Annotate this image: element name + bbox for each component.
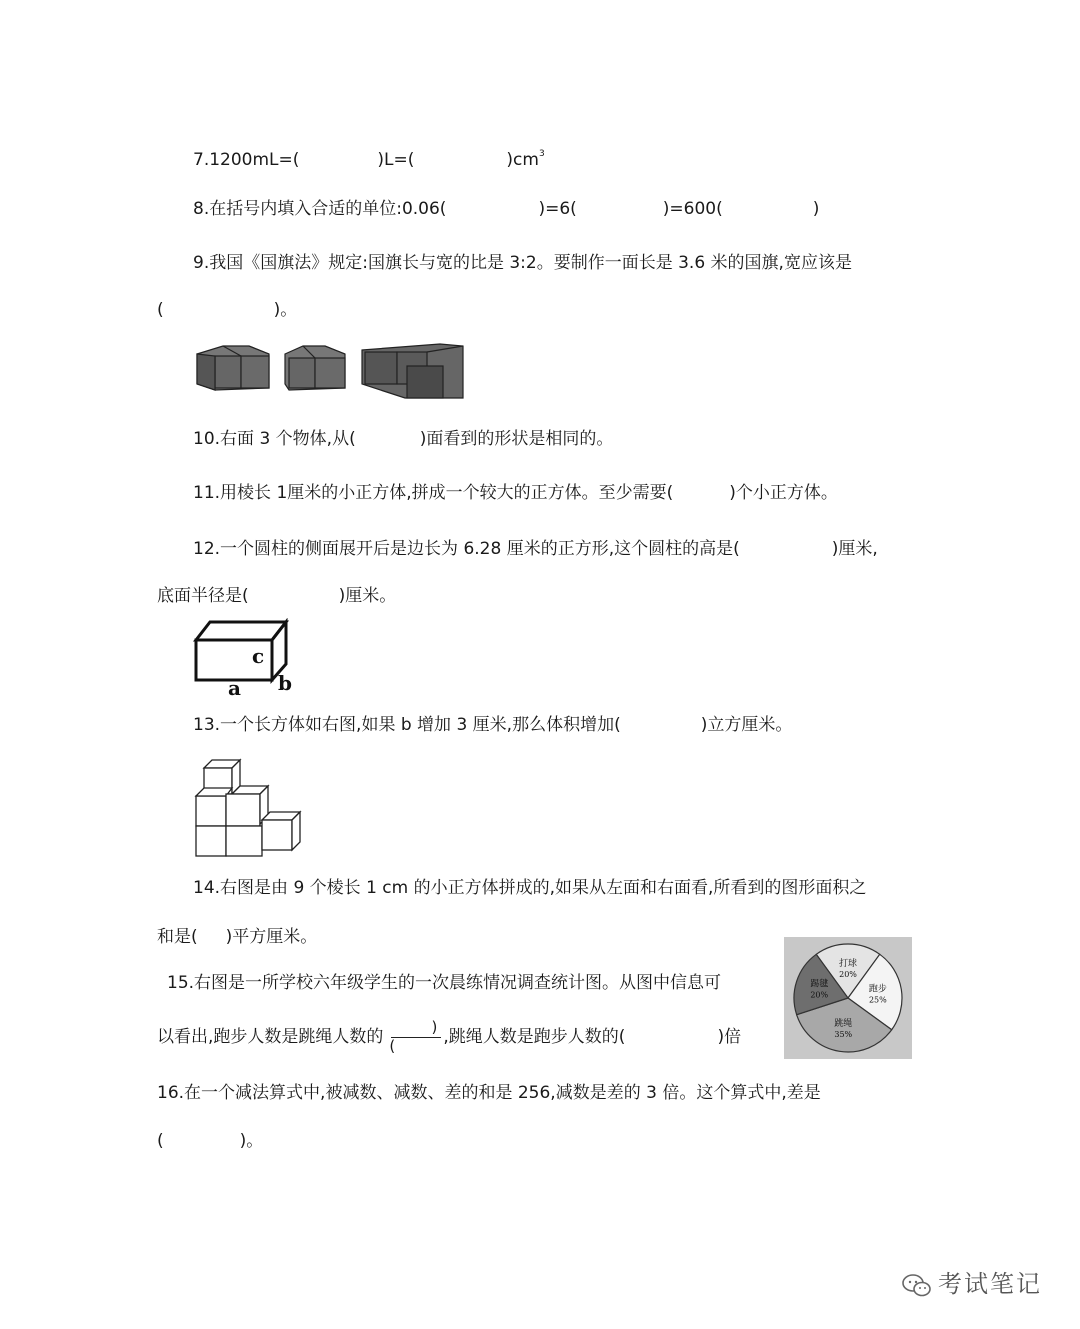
q7-part-b: )L=( [377, 150, 415, 170]
question-13 [193, 714, 792, 736]
pie-label-name-2: 跑步 [868, 984, 887, 995]
pie-label-name-1: 打球 [838, 958, 858, 969]
question-11 [193, 482, 838, 504]
block-object-1 [197, 346, 269, 390]
pie-label-value-4: 20% [810, 990, 829, 1000]
q15-part-d: )倍 [717, 1027, 742, 1047]
pie-label-value-3: 35% [834, 1029, 853, 1039]
question-14-line-1: 14.右图是由 9 个棱长 1 cm 的小正方体拼成的,如果从左面和右面看,所看到的图形面积之 [193, 878, 867, 898]
question-16-line-1: 16.在一个减法算式中,被减数、减数、差的和是 256,减数是差的 3 倍。这个算式中,差是 [157, 1083, 821, 1103]
cuboid-label-c: c [252, 644, 265, 668]
q12-part-d: )厘米。 [338, 586, 397, 606]
fraction-denominator: ( [389, 1037, 396, 1055]
question-7 [193, 143, 545, 171]
q15-part-b: 以看出,跑步人数是跳绳人数的 [157, 1027, 384, 1047]
q12-part-b: )厘米, [831, 539, 878, 559]
pie-label-name-3: 跳绳 [834, 1018, 853, 1029]
q15-fraction-blank [385, 1020, 441, 1054]
q8-part-c: )=600( [662, 199, 723, 219]
question-8 [193, 198, 819, 220]
q9-open: ( [157, 300, 164, 320]
q8-part-d: ) [812, 199, 820, 219]
question-9-line-1: 9.我国《国旗法》规定:国旗长与宽的比是 3:2。要制作一面长是 3.6 米的国旗,宽应该是 [193, 253, 852, 273]
q16-close: )。 [239, 1131, 264, 1151]
fraction-numerator: ) [431, 1018, 438, 1036]
q7-part-a: 7.1200mL=( [193, 150, 300, 170]
pie-label-name-4: 踢毽 [810, 979, 829, 990]
q15-part-c: ,跳绳人数是跑步人数的( [443, 1027, 626, 1047]
q13-part-b: )立方厘米。 [700, 715, 793, 735]
q10-blocks-figure [195, 340, 465, 402]
question-14-line-2 [157, 926, 317, 948]
block-object-3 [362, 344, 463, 398]
q15-pie-chart [784, 937, 912, 1059]
q12-part-c: 底面半径是( [157, 586, 249, 606]
q7-part-c: )cm [506, 150, 539, 170]
pie-label-value-1: 20% [839, 969, 857, 979]
q10-part-b: )面看到的形状是相同的。 [419, 429, 614, 449]
question-10 [193, 428, 613, 450]
pie-label-value-2: 25% [868, 995, 887, 1005]
fraction-bar [391, 1037, 441, 1038]
q8-part-a: 8.在括号内填入合适的单位:0.06( [193, 199, 447, 219]
question-15-line-1: 15.右图是一所学校六年级学生的一次晨练情况调查统计图。从图中信息可 [167, 973, 722, 993]
q16-open: ( [157, 1131, 164, 1151]
q12-part-a: 12.一个圆柱的侧面展开后是边长为 6.28 厘米的正方形,这个圆柱的高是( [193, 539, 740, 559]
q14-part-c: )平方厘米。 [225, 927, 318, 947]
cuboid-label-b: b [278, 671, 292, 695]
question-9-line-2 [157, 299, 297, 321]
q14-cubes-figure [192, 758, 304, 858]
question-15-line-2 [157, 1020, 741, 1054]
cuboid-label-a: a [228, 676, 241, 698]
q7-cubed: 3 [538, 149, 545, 159]
question-16-line-2 [157, 1130, 263, 1152]
q14-part-b: 和是( [157, 927, 198, 947]
q8-part-b: )=6( [538, 199, 577, 219]
question-12-line-1 [193, 538, 878, 560]
watermark-text: 考试笔记 [938, 1270, 1042, 1298]
q13-part-a: 13.一个长方体如右图,如果 b 增加 3 厘米,那么体积增加( [193, 715, 621, 735]
q11-part-b: )个小正方体。 [729, 483, 838, 503]
wechat-icon [902, 1273, 932, 1299]
q11-part-a: 11.用棱长 1厘米的小正方体,拼成一个较大的正方体。至少需要( [193, 483, 674, 503]
q13-cuboid-figure [192, 618, 302, 698]
question-12-line-2 [157, 585, 396, 607]
block-object-2 [285, 346, 345, 390]
q10-part-a: 10.右面 3 个物体,从( [193, 429, 356, 449]
q9-close: )。 [273, 300, 298, 320]
